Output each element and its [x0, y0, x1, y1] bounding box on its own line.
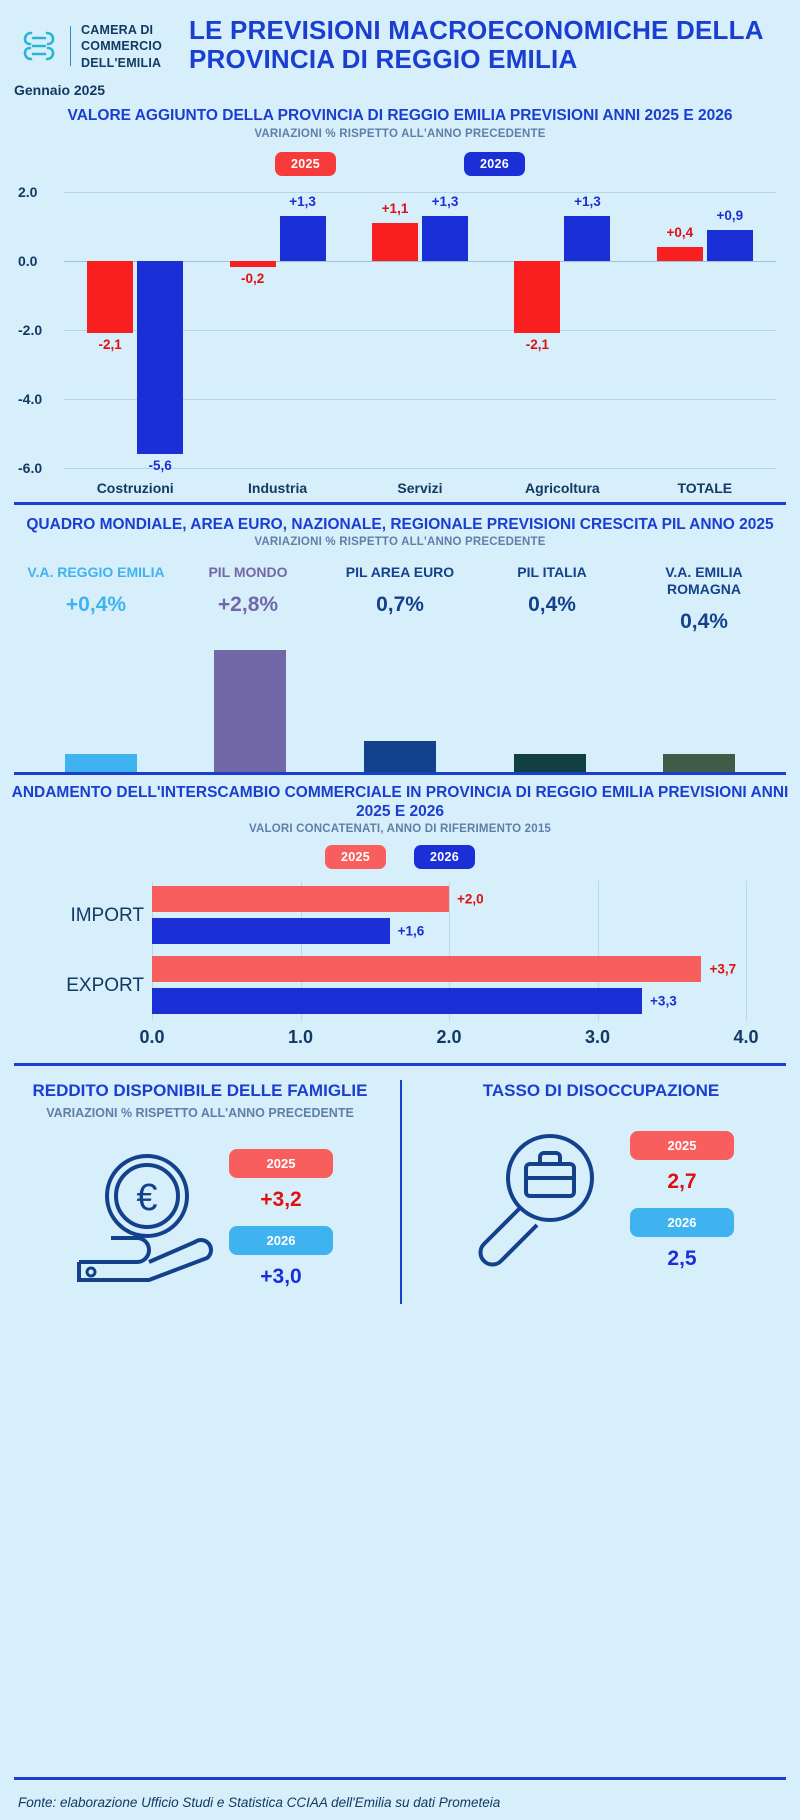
pil-bar	[663, 754, 735, 771]
section-valore-aggiunto	[0, 106, 800, 501]
value-block	[630, 1208, 735, 1271]
chart1-ytick-label: -2.0	[18, 321, 43, 338]
chart3-bar	[152, 918, 390, 944]
chart1-category-label: Agricoltura	[525, 479, 600, 496]
chart3-bar	[152, 988, 642, 1014]
chart1-bar	[564, 216, 610, 261]
svg-text:€: €	[135, 1176, 158, 1219]
chart1-bar	[657, 247, 703, 261]
chart1-gridline	[64, 192, 776, 193]
date-label: Gennaio 2025	[14, 82, 106, 99]
year-pill: 2025	[630, 1131, 735, 1160]
section1-subtitle: VARIAZIONI % RISPETTO ALL'ANNO PRECEDENTE	[254, 127, 546, 140]
chart3-xtick-label: 4.0	[733, 1027, 759, 1048]
chart1-ytick-label: -4.0	[18, 390, 43, 407]
pil-bar	[514, 754, 586, 771]
section2-subtitle: VARIAZIONI % RISPETTO ALL'ANNO PRECEDENTE	[254, 535, 546, 548]
pil-value-label: +2,8%	[217, 592, 279, 616]
pil-category-label: V.A. EMILIA ROMAGNA	[665, 563, 743, 597]
panel-reddito-subtitle: VARIAZIONI % RISPETTO ALL'ANNO PRECEDENTE	[46, 1105, 354, 1120]
chart-pil-bars	[26, 642, 774, 772]
pil-value-label: +0,4%	[65, 592, 127, 616]
value-number: 2,7	[667, 1169, 697, 1193]
chart3-plot-area	[152, 881, 746, 1021]
pil-category-label: PIL ITALIA	[517, 563, 587, 580]
chart1-category-label: Costruzioni	[96, 479, 174, 496]
pil-column	[330, 564, 470, 634]
chart1-bar	[514, 261, 560, 333]
year-pill: 2026	[630, 1208, 735, 1237]
section3-legend	[0, 845, 800, 869]
chart1-ytick-label: -6.0	[18, 459, 43, 476]
chart3-category-label: IMPORT	[70, 905, 144, 927]
pil-column	[178, 564, 318, 634]
chart-interscambio	[18, 873, 782, 1063]
page-header	[0, 0, 800, 74]
section-pil	[0, 505, 800, 772]
pil-category-label: V.A. REGGIO EMILIA	[27, 563, 165, 580]
panel-disoccupazione-values	[630, 1131, 735, 1271]
legend-item-2026: 2026	[464, 152, 525, 176]
chart1-value-label: -2,1	[98, 337, 122, 353]
chart1-bar	[372, 223, 418, 261]
chart1-value-label: -2,1	[525, 337, 550, 353]
chart1-value-label: -0,2	[240, 271, 265, 287]
panel-disoccupazione-title: TASSO DI DISOCCUPAZIONE	[482, 1081, 720, 1101]
chart1-value-label: +0,4	[666, 224, 694, 240]
pil-column	[634, 564, 774, 634]
page-title: LE PREVISIONI MACROECONOMICHE DELLA PROVINCIA DI REGGIO EMILIA	[188, 15, 763, 75]
section-interscambio	[0, 775, 800, 1064]
logo-divider	[70, 26, 71, 66]
logo-text-line2: DELL'EMILIA	[81, 55, 162, 70]
pil-column	[482, 564, 622, 634]
pil-value-label: 0,4%	[528, 592, 576, 616]
value-block	[229, 1226, 334, 1289]
panel-reddito-title: REDDITO DISPONIBILE DELLE FAMIGLIE	[32, 1081, 368, 1101]
chart1-ytick-label: 2.0	[18, 183, 38, 200]
logo-text-line1: CAMERA DI COMMERCIO	[81, 23, 163, 54]
panel-disoccupazione	[400, 1080, 800, 1303]
chart1-plot-area	[64, 192, 776, 473]
value-number: 2,5	[667, 1246, 697, 1270]
logo	[18, 16, 163, 71]
pil-bar	[65, 754, 137, 771]
chart1-value-label: +1,3	[431, 193, 459, 209]
pil-labels-row	[0, 548, 800, 634]
chart3-value-label: +3,3	[650, 993, 677, 1009]
chart1-ytick-label: 0.0	[18, 252, 38, 269]
chart3-value-label: +2,0	[457, 891, 484, 907]
chart1-value-label: +1,3	[289, 193, 316, 209]
pil-value-label: 0,4%	[680, 609, 728, 633]
footer-source: Fonte: elaborazione Ufficio Studi e Statistica CCIAA dell'Emilia su dati Prometeia	[18, 1795, 501, 1810]
chart1-value-label: +1,1	[381, 200, 409, 216]
chart1-value-label: -5,6	[148, 457, 172, 473]
chart1-value-label: +1,3	[574, 193, 601, 209]
chart3-value-label: +3,7	[709, 961, 737, 977]
camera-commercio-logo-icon	[18, 25, 60, 67]
year-pill: 2025	[229, 1149, 334, 1178]
chart3-xtick-label: 1.0	[287, 1027, 314, 1048]
logo-text	[81, 22, 163, 71]
pil-bar	[214, 650, 286, 772]
panel-reddito	[0, 1080, 400, 1303]
chart1-bar	[87, 261, 133, 333]
value-block	[229, 1149, 334, 1212]
legend3-item-2026: 2026	[414, 845, 475, 869]
chart1-value-label: +0,9	[716, 207, 744, 223]
chart3-value-label: +1,6	[397, 923, 425, 939]
chart3-xtick-label: 3.0	[584, 1027, 611, 1048]
magnifier-briefcase-icon	[468, 1116, 618, 1286]
chart1-bar	[422, 216, 468, 261]
value-number: +3,0	[260, 1264, 302, 1288]
section1-title: VALORE AGGIUNTO DELLA PROVINCIA DI REGGIO EMILIA PREVISIONI ANNI 2025 E 2026	[67, 107, 733, 125]
legend-item-2025: 2025	[275, 152, 336, 176]
chart3-gridline	[746, 881, 747, 1021]
section3-title: ANDAMENTO DELL'INTERSCAMBIO COMMERCIALE IN PROVINCIA DI REGGIO EMILIA PREVISIONI ANNI 2025 E 2026	[11, 783, 789, 820]
chart1-bar	[137, 261, 183, 454]
value-block	[630, 1131, 735, 1194]
hand-euro-icon	[67, 1134, 217, 1304]
section-reddito-disoccupazione	[0, 1066, 800, 1303]
chart1-category-label: Servizi	[397, 479, 443, 496]
chart1-bar	[230, 261, 276, 268]
divider-footer	[14, 1777, 786, 1780]
pil-category-label: PIL AREA EURO	[345, 563, 455, 580]
panel-disoccupazione-body	[402, 1116, 800, 1286]
value-number: +3,2	[260, 1187, 302, 1211]
panel-reddito-body	[0, 1134, 400, 1304]
chart3-xtick-label: 0.0	[139, 1027, 165, 1048]
panel-reddito-values	[229, 1149, 334, 1289]
pil-value-label: 0,7%	[376, 592, 424, 616]
chart-valore-aggiunto	[18, 182, 782, 502]
chart3-bar	[152, 956, 701, 982]
section3-subtitle: VALORI CONCATENATI, ANNO DI RIFERIMENTO 2015	[248, 823, 552, 836]
chart1-category-label: TOTALE	[677, 479, 733, 496]
section2-title: QUADRO MONDIALE, AREA EURO, NAZIONALE, REGIONALE PREVISIONI CRESCITA PIL ANNO 2025	[26, 515, 774, 533]
chart3-xtick-label: 2.0	[436, 1027, 462, 1048]
pil-category-label: PIL MONDO	[208, 563, 288, 580]
chart1-bar	[280, 216, 326, 261]
pil-bar	[364, 741, 436, 772]
section1-legend	[0, 152, 800, 176]
chart3-category-label: EXPORT	[66, 975, 144, 997]
pil-column	[26, 564, 166, 634]
chart3-bar	[152, 886, 449, 912]
chart1-bar	[707, 230, 753, 261]
chart1-category-label: Industria	[248, 479, 308, 496]
legend3-item-2025: 2025	[325, 845, 386, 869]
year-pill: 2026	[229, 1226, 334, 1255]
